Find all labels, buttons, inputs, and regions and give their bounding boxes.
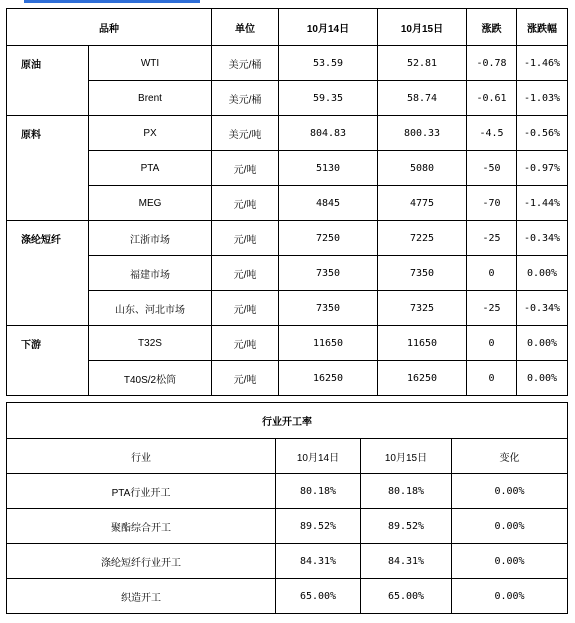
unit: 元/吨 [212, 186, 279, 221]
header-date2: 10月15日 [378, 9, 467, 46]
price-change: 0 [467, 326, 517, 361]
price-change: -0.61 [467, 81, 517, 116]
rate-date1: 65.00% [276, 579, 361, 614]
price-date2: 11650 [378, 326, 467, 361]
price-date1: 59.35 [279, 81, 378, 116]
category-label: 原料 [7, 116, 89, 221]
price-change-pct: -0.34% [517, 221, 568, 256]
table-row [7, 579, 568, 614]
operating-rate-table [6, 402, 568, 614]
price-date1: 53.59 [279, 46, 378, 81]
operating-rate-header [7, 439, 568, 474]
price-change-pct: -0.56% [517, 116, 568, 151]
category-label: 原油 [7, 46, 89, 116]
table-row [7, 151, 568, 186]
unit: 美元/吨 [212, 116, 279, 151]
price-date1: 16250 [279, 361, 378, 396]
rate-change: 0.00% [452, 544, 568, 579]
industry-name: 涤纶短纤行业开工 [7, 544, 276, 579]
unit: 元/吨 [212, 291, 279, 326]
table-row [7, 256, 568, 291]
unit: 元/吨 [212, 151, 279, 186]
price-date2: 7225 [378, 221, 467, 256]
table-row [7, 186, 568, 221]
price-change: -50 [467, 151, 517, 186]
rate-change: 0.00% [452, 474, 568, 509]
table-row [7, 46, 568, 81]
unit: 美元/桶 [212, 46, 279, 81]
unit: 元/吨 [212, 221, 279, 256]
rate-date1: 89.52% [276, 509, 361, 544]
rate-date1: 80.18% [276, 474, 361, 509]
rate-change: 0.00% [452, 509, 568, 544]
price-date2: 4775 [378, 186, 467, 221]
table-row [7, 291, 568, 326]
rate-date2: 84.31% [361, 544, 452, 579]
table-row [7, 474, 568, 509]
item-name: Brent [89, 81, 212, 116]
table-row [7, 221, 568, 256]
unit: 元/吨 [212, 256, 279, 291]
table-row [7, 81, 568, 116]
header-change: 涨跌 [467, 9, 517, 46]
price-date2: 800.33 [378, 116, 467, 151]
table-row [7, 326, 568, 361]
price-change: -0.78 [467, 46, 517, 81]
price-change: -25 [467, 221, 517, 256]
header-industry: 行业 [7, 439, 276, 474]
table-row [7, 544, 568, 579]
price-date2: 7325 [378, 291, 467, 326]
table-row [7, 361, 568, 396]
price-change-pct: 0.00% [517, 361, 568, 396]
rate-change: 0.00% [452, 579, 568, 614]
header-change-pct: 涨跌幅 [517, 9, 568, 46]
price-change: 0 [467, 361, 517, 396]
header-date1: 10月14日 [279, 9, 378, 46]
item-name: T32S [89, 326, 212, 361]
price-change-pct: -0.34% [517, 291, 568, 326]
rate-date1: 84.31% [276, 544, 361, 579]
price-change-pct: 0.00% [517, 256, 568, 291]
price-change: -4.5 [467, 116, 517, 151]
price-date2: 16250 [378, 361, 467, 396]
operating-rate-title: 行业开工率 [7, 403, 568, 439]
price-date1: 7250 [279, 221, 378, 256]
item-name: PX [89, 116, 212, 151]
header-change: 变化 [452, 439, 568, 474]
table-row [7, 116, 568, 151]
category-label: 下游 [7, 326, 89, 396]
price-change: 0 [467, 256, 517, 291]
item-name: 福建市场 [89, 256, 212, 291]
price-change-pct: -1.46% [517, 46, 568, 81]
price-change-pct: -1.44% [517, 186, 568, 221]
operating-rate-title-row [7, 403, 568, 439]
price-change-pct: -0.97% [517, 151, 568, 186]
header-date1: 10月14日 [276, 439, 361, 474]
top-accent-bar [24, 0, 200, 3]
price-table [6, 8, 568, 396]
price-date2: 7350 [378, 256, 467, 291]
industry-name: 织造开工 [7, 579, 276, 614]
item-name: 山东、河北市场 [89, 291, 212, 326]
price-change-pct: -1.03% [517, 81, 568, 116]
unit: 美元/桶 [212, 81, 279, 116]
industry-name: PTA行业开工 [7, 474, 276, 509]
category-label: 涤纶短纤 [7, 221, 89, 326]
rate-date2: 89.52% [361, 509, 452, 544]
item-name: 江浙市场 [89, 221, 212, 256]
table-row [7, 509, 568, 544]
price-date1: 7350 [279, 291, 378, 326]
header-unit: 单位 [212, 9, 279, 46]
item-name: T40S/2松筒 [89, 361, 212, 396]
header-date2: 10月15日 [361, 439, 452, 474]
price-date1: 4845 [279, 186, 378, 221]
price-change-pct: 0.00% [517, 326, 568, 361]
industry-name: 聚酯综合开工 [7, 509, 276, 544]
item-name: PTA [89, 151, 212, 186]
price-date1: 11650 [279, 326, 378, 361]
price-date2: 58.74 [378, 81, 467, 116]
unit: 元/吨 [212, 361, 279, 396]
header-variety: 品种 [7, 9, 212, 46]
price-date1: 5130 [279, 151, 378, 186]
price-table-header [7, 9, 568, 46]
rate-date2: 65.00% [361, 579, 452, 614]
unit: 元/吨 [212, 326, 279, 361]
rate-date2: 80.18% [361, 474, 452, 509]
price-date1: 7350 [279, 256, 378, 291]
item-name: WTI [89, 46, 212, 81]
price-change: -70 [467, 186, 517, 221]
price-date2: 5080 [378, 151, 467, 186]
price-date1: 804.83 [279, 116, 378, 151]
item-name: MEG [89, 186, 212, 221]
price-date2: 52.81 [378, 46, 467, 81]
price-change: -25 [467, 291, 517, 326]
